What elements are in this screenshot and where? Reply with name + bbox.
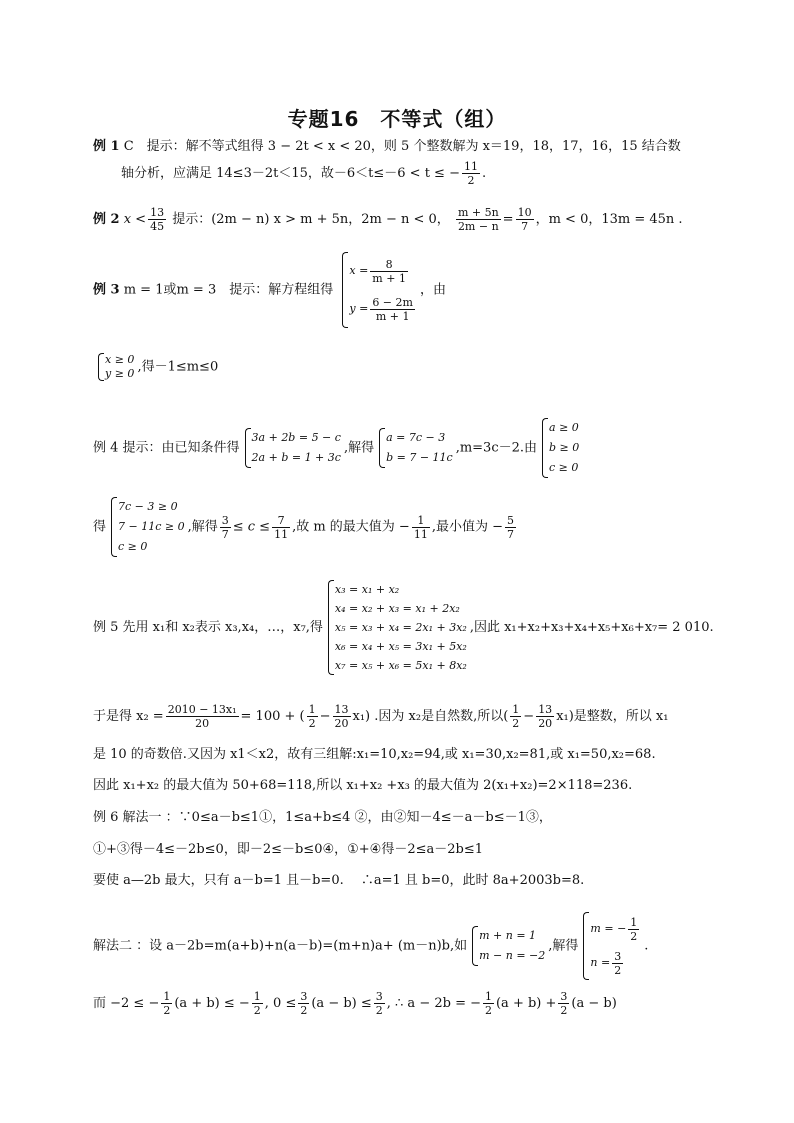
fraction: $\frac{10}{7}$ [517, 206, 532, 233]
example-4-line: 例 4 提示：由已知条件得 3a + 2b = 5 − c 2a + b = 1 + 3c ,解得 a = 7c − 3 b = 7 − 11c ,m=3c－2.由 a ≥ 0 b ≥ 0 c ≥ 0 [93, 418, 582, 478]
example-6-line-2: ①+③得－4≤－2b≤0，即－2≤－b≤0④，①+④得－2≤a－2b≤1 [93, 842, 483, 857]
inequality-system: a ≥ 0 b ≥ 0 c ≥ 0 [540, 418, 579, 478]
example-1-line-2: 轴分析，应满足 14≤3－2t＜15，故－6＜t≤－6 < t ≤ − $\frac{11}{2}$ . [121, 160, 487, 187]
equation-system: 3a + 2b = 5 − c 2a + b = 1 + 3c [243, 428, 341, 468]
example-3-line-2: x ≥ 0 y ≥ 0 ,得－1≤m≤0 [93, 353, 218, 381]
example-6-line-1: 例 6 解法一 ：∵0≤a－b≤1①，1≤a+b≤4 ②，由②知－4≤－a－b≤－1③， [93, 810, 552, 825]
page-title: 专题16 不等式（组） [287, 107, 507, 131]
equation-system: x = $\frac{8}{m + 1}$ y = $\frac{6 - 2m}{m + 1}$ [340, 252, 417, 328]
example-2-line: 例 2 x < $\frac{13}{45}$ 提示：(2m − n) x > m + 5n，2m − n < 0， $\frac{m + 5n}{2m - n}$ = $\frac{10}{7}$ ，m < 0，13m = 45n . [93, 206, 683, 233]
example-6-line-3: 要使 a—2b 最大，只有 a－b=1 且－b=0. ∴a=1 且 b=0，此时 8a+2003b=8. [93, 873, 585, 888]
example-1-text-2: 轴分析，应满足 14≤3－2t＜15，故－6＜t≤－6 < t ≤ − [121, 166, 460, 181]
example-4-line-2: 得 7c − 3 ≥ 0 7 − 11c ≥ 0 c ≥ 0 ,解得 $\frac{3}{7}$ ≤ c ≤ $\frac{7}{11}$ ,故 m 的最大值为 − $\frac{1}{11}$ ,最小值为 − $\frac{5}{7}$ [93, 497, 518, 557]
equation-system: m = − $\frac{1}{2}$ n = $\frac{3}{2}$ [581, 912, 641, 980]
example-5-line: 例 5 先用 x₁和 x₂表示 x₃,x₄，…，x₇,得 x₃ = x₁ + x₂ x₄ = x₂ + x₃ = x₁ + 2x₂ x₅ = x₃ + x₄ = 2x₁ + 3x₂ x₆ = x₄ + x₅ = 3x₁ + 5x₂ x₇ = x₅ + x₆ = 5x₁ + 8x₂ ,因此 x₁+x₂+x₃+x₄+x₅+x₆+x₇= 2 010. [93, 580, 714, 675]
fraction: $\frac{m + 5n}{2m - n}$ [457, 206, 499, 233]
example-6-method-2: 解法二 ：设 a－2b=m(a+b)+n(a－b)=(m+n)a+ (m－n)b,如 m + n = 1 m − n = −2 ,解得 m = − $\frac{1}{2}$ n = $\frac{3}{2}$ . [93, 912, 648, 980]
equation-system: m + n = 1 m − n = −2 [470, 926, 545, 966]
fraction: $\frac{13}{45}$ [150, 206, 165, 233]
fraction: $\frac{11}{2}$ [463, 160, 478, 187]
example-6-line-5: 而 −2 ≤ − $\frac{1}{2}$ (a + b) ≤ − $\frac{1}{2}$ , 0 ≤ $\frac{3}{2}$ (a − b) ≤ $\frac{3}{2}$ , ∴ a − 2b = − $\frac{1}{2}$ (a + b) + $\frac{3}{2}$ (a − b) [93, 990, 617, 1017]
equation-system: a = 7c − 3 b = 7 − 11c [377, 428, 453, 468]
example-1-text: C 提示：解不等式组得 3 − 2t < x < 20，则 5 个整数解为 x＝19，18，17，16，15 结合数 [123, 139, 681, 154]
example-2-label: 例 2 [93, 212, 120, 227]
equation-system: x₃ = x₁ + x₂ x₄ = x₂ + x₃ = x₁ + 2x₂ x₅ = x₃ + x₄ = 2x₁ + 3x₂ x₆ = x₄ + x₅ = 3x₁ + 5x₂ x₇ = x₅ + x₆ = 5x₁ + 8x₂ [326, 580, 467, 675]
example-1-label: 例 1 [93, 139, 120, 154]
example-1-line-1 [93, 139, 681, 155]
example-5-line-3: 是 10 的奇数倍.又因为 x1＜x2，故有三组解:x₁=10,x₂=94,或 x₁=30,x₂=81,或 x₁=50,x₂=68. [93, 747, 656, 762]
example-5-line-4: 因此 x₁+x₂ 的最大值为 50+68=118,所以 x₁+x₂ +x₃ 的最大值为 2(x₁+x₂)=2×118=236. [93, 778, 633, 793]
inequality-system: x ≥ 0 y ≥ 0 [96, 353, 134, 381]
example-3-line: 例 3 m = 1或m = 3 提示：解方程组得 x = $\frac{8}{m + 1}$ y = $\frac{6 - 2m}{m + 1}$ ，由 [93, 252, 446, 328]
example-3-label: 例 3 [93, 282, 120, 298]
inequality-system: 7c − 3 ≥ 0 7 − 11c ≥ 0 c ≥ 0 [109, 497, 185, 557]
example-5-line-2: 于是得 x₂ = $\frac{\text{2010 − 13x₁}}{20}$ = 100 + ( $\frac{1}{2}$ − $\frac{13}{20}$ x₁) .因为 x₂是自然数,所以( $\frac{1}{2}$ − $\frac{13}{20}$ x₁)是整数，所以 x₁ [93, 703, 669, 730]
